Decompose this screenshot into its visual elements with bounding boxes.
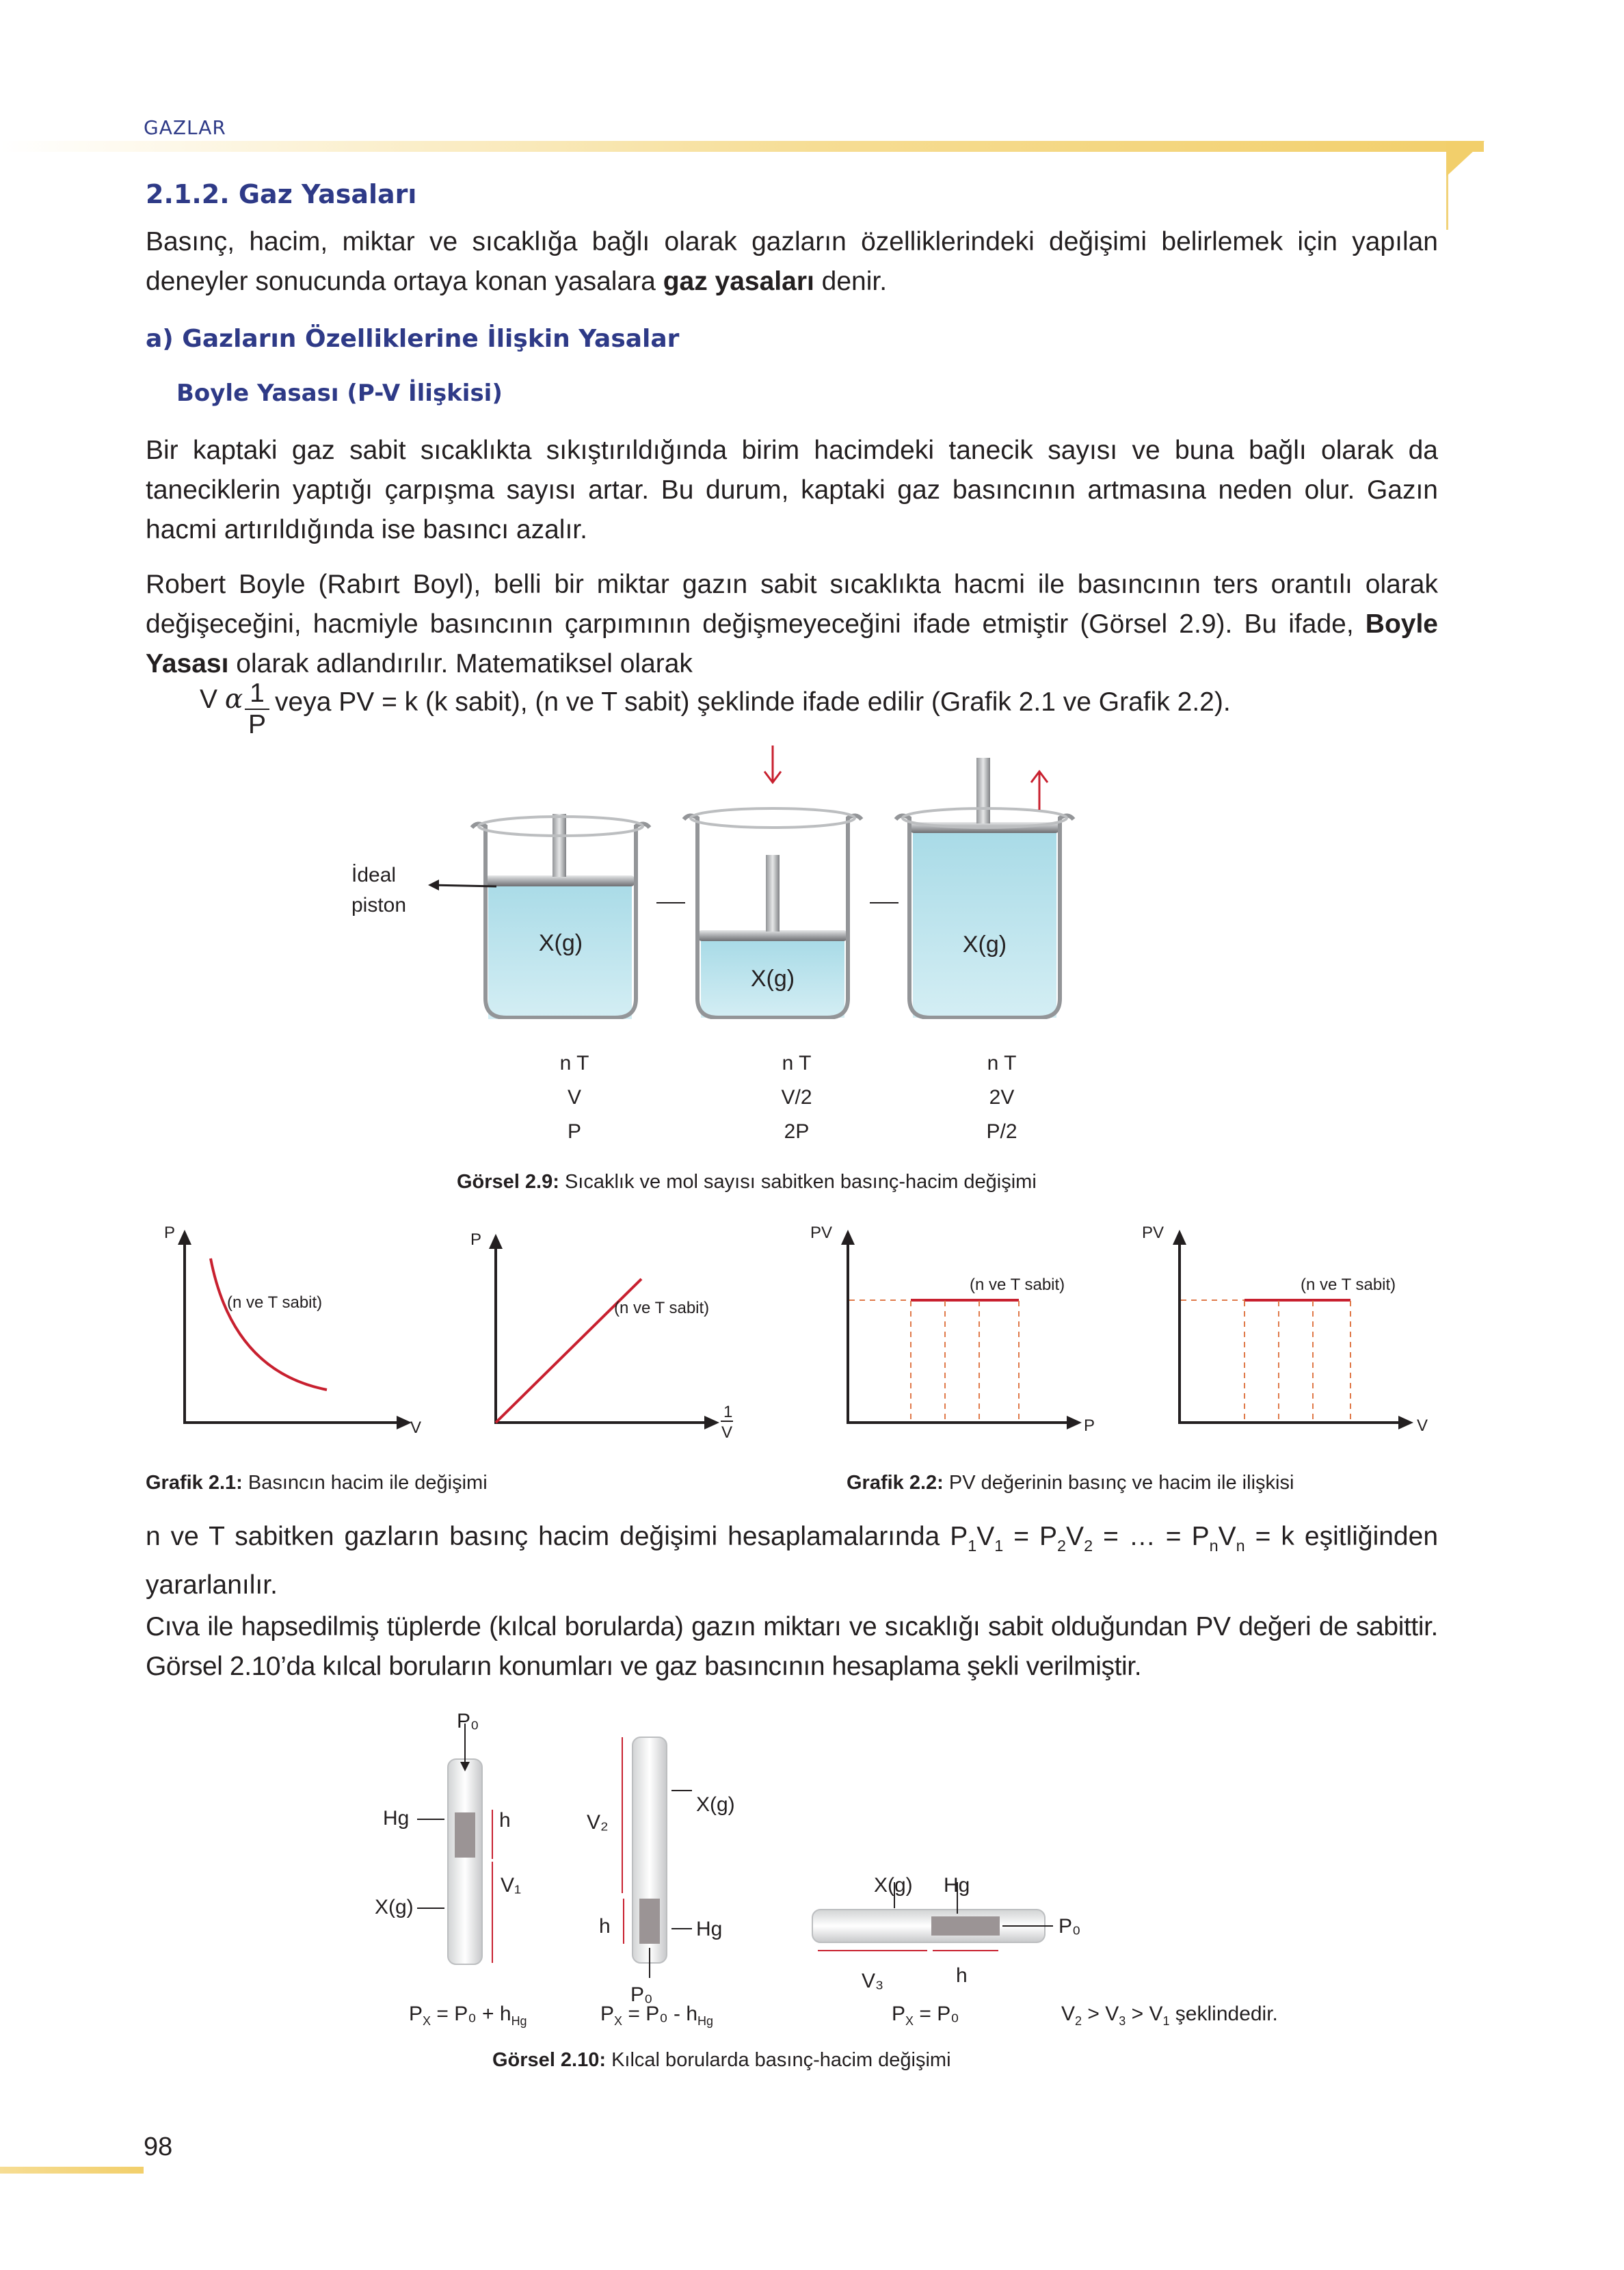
paragraph-1: Bir kaptaki gaz sabit sıcaklıkta sıkıştırıldığında birim hacimdeki tanecik sayısı ve buna bağlı olarak da taneciklerin yaptığı çarpışma sayısı artar. Bu durum, kaptaki gaz basıncının artmasına neden olur. Gazın hacmi artırıldığında ise basıncı azalır. (146, 436, 1438, 544)
g1-note: (n ve T sabit) (227, 1293, 323, 1312)
tube1-hg-label: Hg (383, 1807, 410, 1830)
tube2-hg-label: Hg (696, 1918, 723, 1940)
graphs-row (137, 1217, 1436, 1464)
tube1-xg-label: X(g) (375, 1896, 414, 1918)
tube2-xg-label: X(g) (696, 1793, 735, 1816)
paragraph-2: Robert Boyle (Rabırt Boyl), belli bir miktar gazın sabit sıcaklıkta hacmi ile basıncının ters orantılı olarak değişeceğini, hacmiyle basıncının çarpımının değişmeyeceğini ifade etmiştir (Görsel 2.9). Bu ifade, Boyle Yasası olarak adlandırılır. Matematiksel olarak (146, 570, 1438, 678)
beaker-3 (896, 758, 1074, 1018)
paragraph-4: Cıva ile hapsedilmiş tüplerde (kılcal borularda) gazın miktarı ve sıcaklığı sabit olduğundan PV değeri de sabittir. Görsel 2.10’da kılcal boruların konumları ve gaz basıncının hesaplama şekli verilmiştir. (146, 1612, 1438, 1681)
tube1-p0-label: P₀ (457, 1710, 479, 1732)
tube-2 (622, 1737, 692, 1978)
graph-2-1-caption: Grafik 2.1: Basıncın hacim ile değişimi (146, 1472, 488, 1494)
graph-2-2-a (810, 1224, 1095, 1435)
graph-2-2-b (1142, 1224, 1428, 1435)
tube3-xg-label: X(g) (874, 1874, 913, 1897)
g1-xlabel: V (410, 1418, 422, 1437)
figure-2-9-beakers (328, 745, 1121, 1019)
tube-3 (812, 1882, 1053, 1951)
state-1-labels: n T V P (559, 1052, 589, 1143)
graph-2-1-a (164, 1224, 421, 1437)
tube3-p0-label: P₀ (1059, 1915, 1081, 1938)
beaker-1 (472, 814, 650, 1019)
paragraph-3: n ve T sabitken gazların basınç hacim değişimi hesaplamalarında $P_1V_1 = P_2V_2$ = … = $P_nV_n = k$ eşitliğinden yararlanılır. (146, 1522, 1439, 1600)
chapter-title: GAZLAR (144, 116, 226, 139)
section-title: 2.1.2. Gaz Yasaları (146, 179, 417, 209)
state-3-labels: n T 2V P/2 (986, 1052, 1017, 1143)
g4-note: (n ve T sabit) (1301, 1276, 1396, 1294)
tube1-h-label: h (499, 1809, 511, 1832)
tube2-p0-label: P₀ (630, 1983, 653, 2006)
formula-rest: veya PV = k (k sabit), (n ve T sabit) şeklinde ifade edilir (Grafik 2.1 ve Grafik 2.2). (275, 687, 1231, 717)
g1-ylabel: P (164, 1224, 176, 1242)
tube2-h-label: h (599, 1915, 611, 1938)
subsection-a-title: a) Gazların Özelliklerine İlişkin Yasalar (146, 325, 680, 353)
boyle-formula: V α (200, 684, 243, 715)
formula-fraction: 1 P (245, 678, 269, 740)
equation-2: $P_X = P_0 - h_{Hg}$ (600, 2003, 714, 2028)
ideal-piston-label: İdeal piston (351, 864, 407, 916)
tube-1 (417, 1724, 492, 1964)
tube1-v1-label: V₁ (501, 1874, 522, 1897)
header-corner-triangle (1446, 141, 1485, 182)
header-band (0, 141, 1484, 152)
page-number: 98 (144, 2133, 173, 2161)
equation-1: $P_X = P_0 + h_{Hg}$ (409, 2003, 527, 2028)
g2-xnum: 1 (723, 1403, 733, 1421)
g2-note: (n ve T sabit) (614, 1299, 710, 1317)
volume-relation: $V_2 > V_3 > V_1$ şeklindedir. (1061, 2003, 1278, 2028)
beaker-2 (684, 745, 862, 1018)
state-2-labels: n T V/2 2P (781, 1052, 812, 1143)
figure-2-9-caption: Görsel 2.9: Sıcaklık ve mol sayısı sabitken basınç-hacim değişimi (457, 1171, 1037, 1193)
g4-ylabel: PV (1142, 1224, 1164, 1242)
g2-xden: V (721, 1423, 733, 1442)
g2-ylabel: P (470, 1230, 482, 1249)
g3-ylabel: PV (810, 1224, 833, 1242)
footer-band (0, 2167, 144, 2174)
g3-note: (n ve T sabit) (970, 1276, 1065, 1294)
tube3-h-label: h (956, 1964, 968, 1987)
equation-3: $P_X = P_0$ (892, 2003, 959, 2028)
graph-2-1-b (470, 1230, 733, 1442)
intro-paragraph: Basınç, hacim, miktar ve sıcaklığa bağlı olarak gazların özelliklerindeki değişimi belirlemek için yapılan deneyler sonucunda ortaya konan yasalara gaz yasaları denir. (146, 227, 1438, 296)
tube3-hg-label: Hg (944, 1874, 970, 1897)
svg-text:X(g): X(g) (750, 966, 795, 992)
svg-text:X(g): X(g) (962, 932, 1007, 958)
boyle-title: Boyle Yasası (P-V İlişkisi) (176, 380, 503, 407)
tube3-v3-label: V₃ (862, 1970, 884, 1992)
g3-xlabel: P (1084, 1416, 1095, 1435)
graph-2-2-caption: Grafik 2.2: PV değerinin basınç ve hacim ile ilişkisi (847, 1472, 1294, 1494)
tube2-v2-label: V₂ (587, 1811, 609, 1834)
svg-text:X(g): X(g) (538, 930, 583, 956)
figure-2-10-caption: Görsel 2.10: Kılcal borularda basınç-hacim değişimi (492, 2049, 951, 2071)
g4-xlabel: V (1417, 1416, 1428, 1435)
